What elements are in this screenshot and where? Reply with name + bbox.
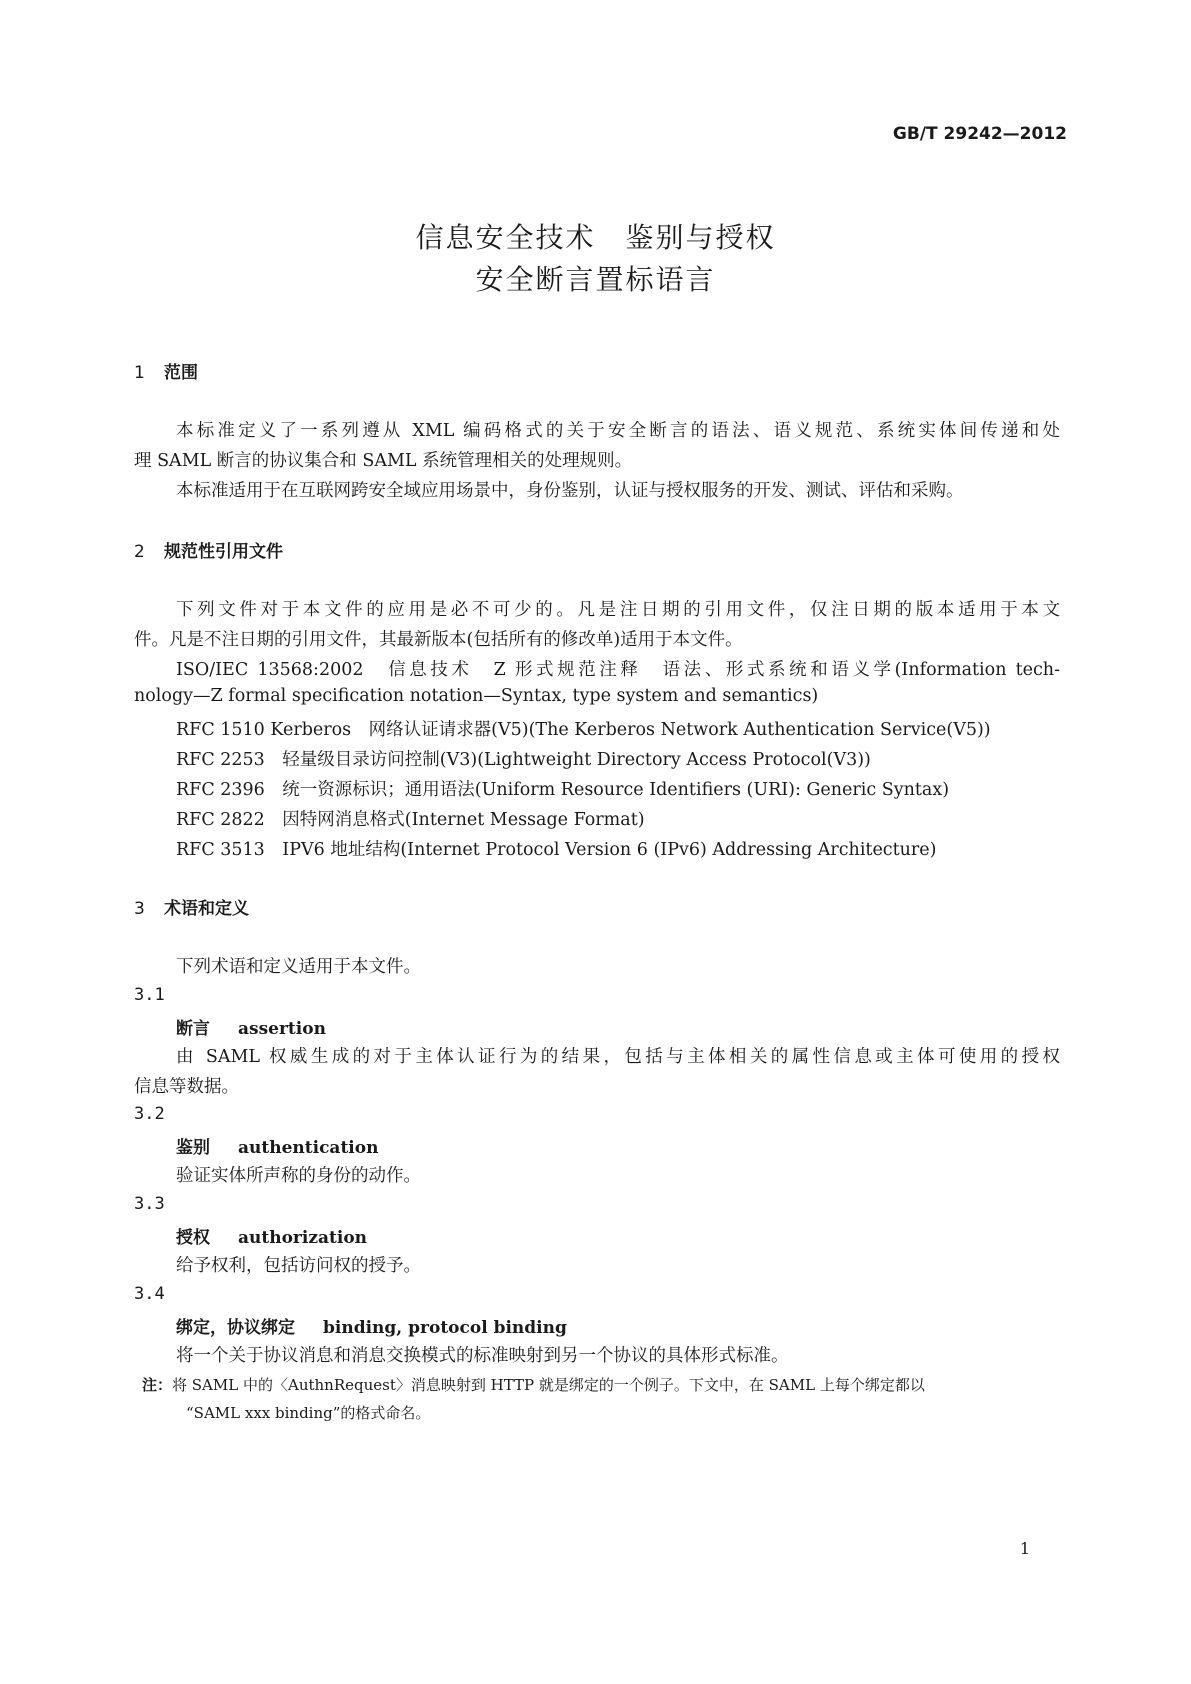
- section-title: 术语和定义: [164, 899, 249, 919]
- term-en: authorization: [238, 1228, 368, 1248]
- term-zh: 授权: [176, 1228, 210, 1248]
- section-number: 2: [134, 542, 145, 562]
- term-zh: 鉴别: [176, 1138, 210, 1158]
- reference-rfc2822: RFC 2822 因特网消息格式(Internet Message Format): [176, 810, 645, 830]
- term-en: binding, protocol binding: [323, 1318, 567, 1338]
- section-title: 范围: [164, 363, 198, 383]
- term-en: assertion: [238, 1019, 326, 1039]
- document-title-line1: 信息安全技术 鉴别与授权: [415, 221, 776, 254]
- term-3-2-number: 3.2: [134, 1104, 165, 1124]
- term-3-1: [176, 1014, 326, 1039]
- s1-para2: 本标准适用于在互联网跨安全域应用场景中，身份鉴别，认证与授权服务的开发、测试、评估和采购。: [176, 481, 964, 501]
- term-en: authentication: [238, 1138, 379, 1158]
- term-3-3: [176, 1223, 367, 1248]
- term-3-3-definition: 给予权利，包括访问权的授予。: [176, 1256, 421, 1276]
- section-number: 3: [134, 899, 145, 919]
- term-3-1-number: 3.1: [134, 985, 165, 1005]
- note-line2: “SAML xxx binding”的格式命名。: [186, 1404, 431, 1422]
- document-title-line2: 安全断言置标语言: [475, 263, 716, 296]
- s2-para1-line1: 下列文件对于本文件的应用是必不可少的。凡是注日期的引用文件，仅注日期的版本适用于本文: [176, 600, 1060, 620]
- s1-para1-line1: 本标准定义了一系列遵从 XML 编码格式的关于安全断言的语法、语义规范、系统实体间传递和处: [176, 421, 1060, 441]
- term-3-4-number: 3.4: [134, 1284, 165, 1304]
- section-title: 规范性引用文件: [164, 542, 283, 562]
- term-zh: 断言: [176, 1019, 210, 1039]
- standard-number: GB/T 29242—2012: [892, 124, 1067, 144]
- section-2-heading: [134, 537, 283, 562]
- term-3-3-number: 3.3: [134, 1194, 165, 1214]
- term-3-4-definition: 将一个关于协议消息和消息交换模式的标准映射到另一个协议的具体形式标准。: [176, 1346, 789, 1366]
- term-zh: 绑定，协议绑定: [176, 1318, 295, 1338]
- note-line1: [142, 1374, 925, 1395]
- term-3-1-definition-line1: 由 SAML 权威生成的对于主体认证行为的结果，包括与主体相关的属性信息或主体可使用的授权: [176, 1047, 1060, 1067]
- s1-para1-line2: 理 SAML 断言的协议集合和 SAML 系统管理相关的处理规则。: [134, 451, 633, 471]
- s3-intro: 下列术语和定义适用于本文件。: [176, 957, 421, 977]
- reference-rfc2396: RFC 2396 统一资源标识；通用语法(Uniform Resource Identifiers (URI): Generic Syntax): [176, 780, 950, 800]
- section-3-heading: [134, 894, 249, 919]
- note-label: 注：: [142, 1376, 173, 1394]
- reference-iso13568-line2: nology—Z formal specification notation—Syntax, type system and semantics): [134, 686, 819, 706]
- term-3-1-definition-line2: 信息等数据。: [134, 1077, 239, 1097]
- s2-para1-line2: 件。凡是不注日期的引用文件，其最新版本(包括所有的修改单)适用于本文件。: [134, 630, 743, 650]
- reference-rfc2253: RFC 2253 轻量级目录访问控制(V3)(Lightweight Directory Access Protocol(V3)): [176, 750, 871, 770]
- reference-iso13568-line1: ISO/IEC 13568:2002 信息技术 Z 形式规范注释 语法、形式系统和语义学(Information tech-: [176, 660, 1060, 680]
- term-3-4: [176, 1313, 567, 1338]
- reference-rfc3513: RFC 3513 IPV6 地址结构(Internet Protocol Version 6 (IPv6) Addressing Architecture): [176, 840, 937, 860]
- reference-rfc1510: RFC 1510 Kerberos 网络认证请求器(V5)(The Kerberos Network Authentication Service(V5)): [176, 720, 991, 740]
- term-3-2: [176, 1133, 378, 1158]
- page-number: 1: [1019, 1539, 1030, 1558]
- section-number: 1: [134, 363, 145, 383]
- note-text: 将 SAML 中的〈AuthnRequest〉消息映射到 HTTP 就是绑定的一个例子。下文中，在 SAML 上每个绑定都以: [172, 1376, 925, 1394]
- term-3-2-definition: 验证实体所声称的身份的动作。: [176, 1166, 421, 1186]
- section-1-heading: [134, 358, 198, 383]
